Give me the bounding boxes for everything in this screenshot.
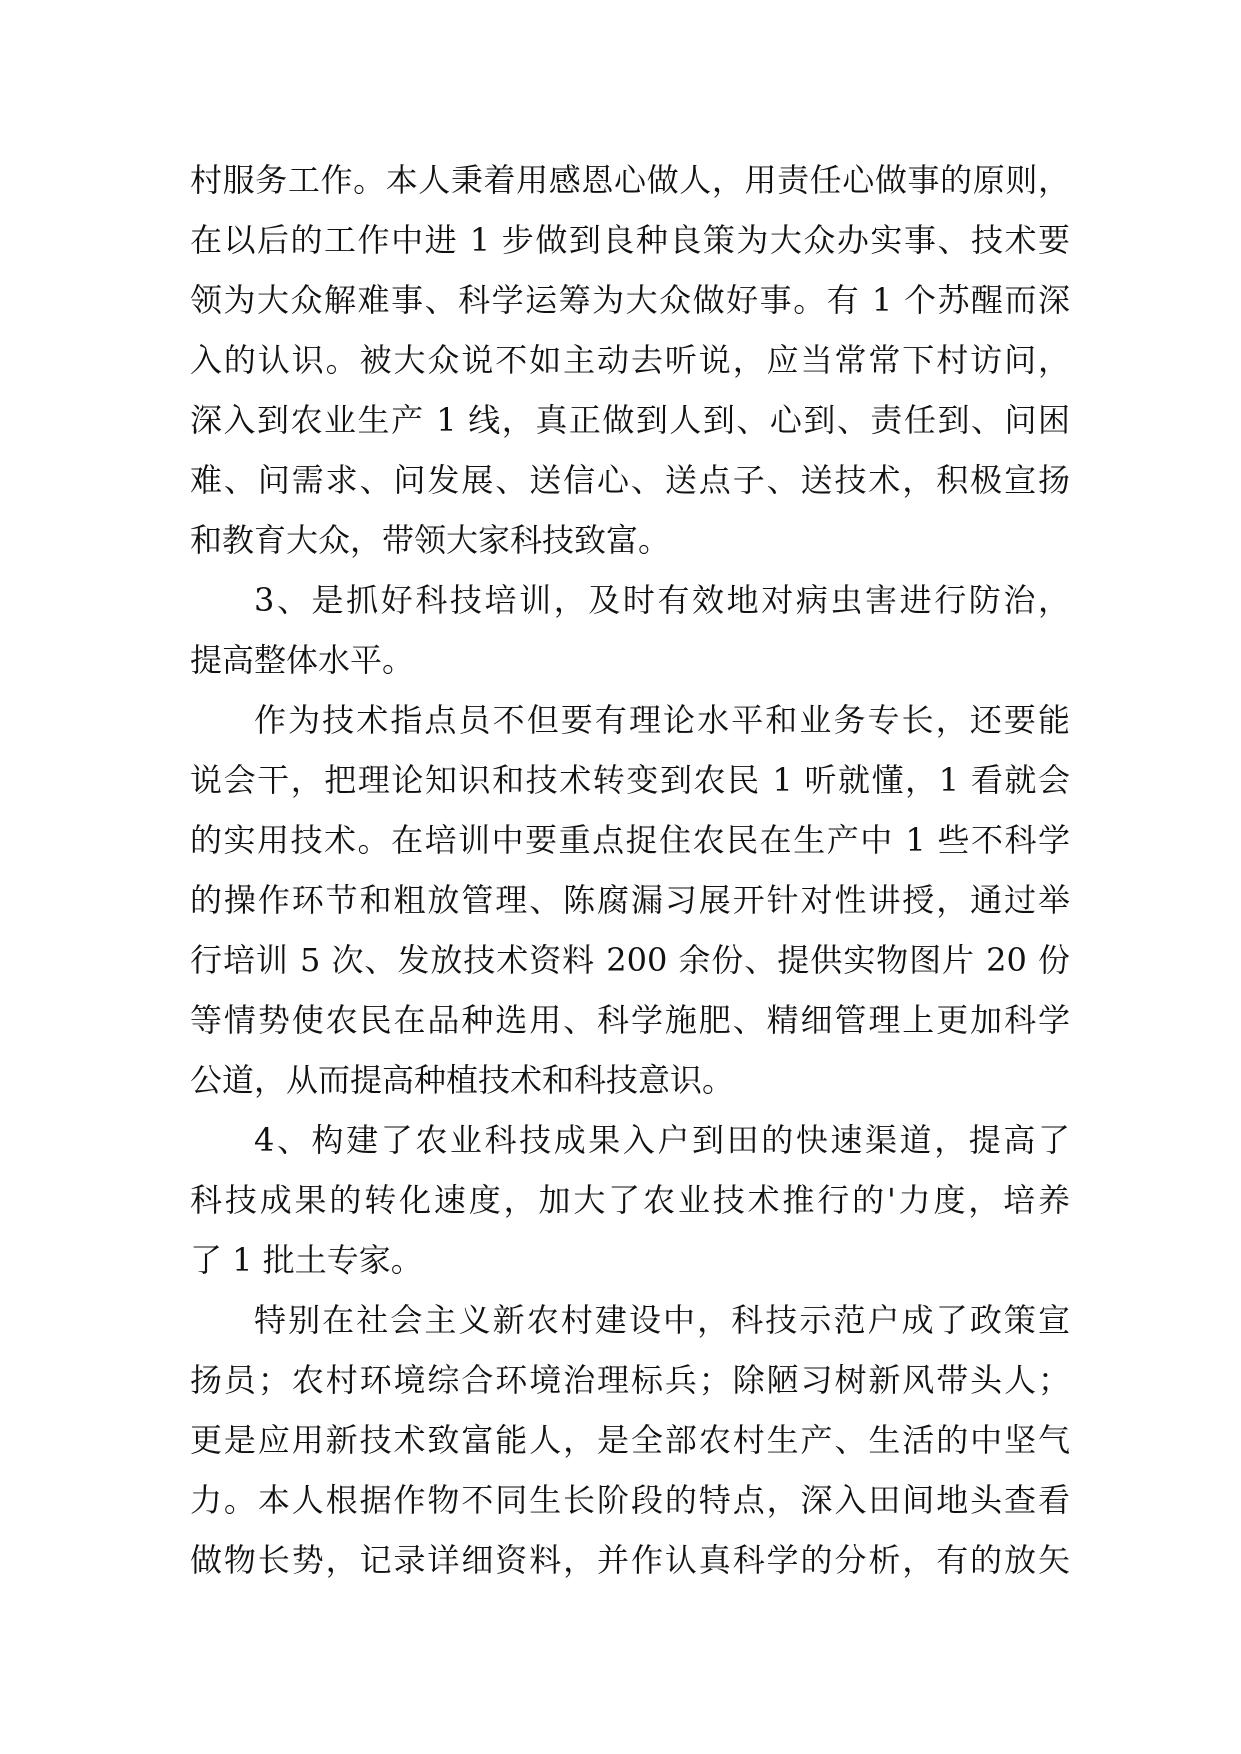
text-line: 的实用技术。在培训中要重点捉住农民在生产中 1 些不科学 [190, 821, 1070, 859]
text-line: 更是应用新技术致富能人，是全部农村生产、生活的中坚气 [190, 1421, 1070, 1459]
text-line: 公道，从而提高种植技术和科技意识。 [190, 1061, 735, 1099]
text-line: 扬员；农村环境综合环境治理标兵；除陋习树新风带头人； [190, 1361, 1070, 1399]
text-line: 等情势使农民在品种选用、科学施肥、精细管理上更加科学 [190, 1001, 1070, 1039]
text-line: 行培训 5 次、发放技术资料 200 余份、提供实物图片 20 份 [190, 941, 1070, 979]
text-line: 入的认识。被大众说不如主动去听说，应当常常下村访问， [190, 341, 1070, 379]
text-line: 科技成果的转化速度，加大了农业技术推行的'力度，培养 [190, 1181, 1070, 1219]
paragraph-first-line: 4、构建了农业科技成果入户到田的快速渠道，提高了 [254, 1121, 1070, 1159]
document-body [190, 150, 1070, 1590]
text-line: 难、问需求、问发展、送信心、送点子、送技术，积极宣扬 [190, 461, 1070, 499]
paragraph-first-line: 3、是抓好科技培训，及时有效地对病虫害进行防治， [254, 581, 1070, 619]
text-line: 的操作环节和粗放管理、陈腐漏习展开针对性讲授，通过举 [190, 881, 1070, 919]
text-line: 村服务工作。本人秉着用感恩心做人，用责任心做事的原则， [190, 161, 1070, 199]
text-line: 说会干，把理论知识和技术转变到农民 1 听就懂，1 看就会 [190, 761, 1070, 799]
text-line: 做物长势，记录详细资料，并作认真科学的分析，有的放矢 [190, 1541, 1070, 1579]
text-line: 提高整体水平。 [190, 641, 415, 679]
paragraph-first-line: 作为技术指点员不但要有理论水平和业务专长，还要能 [254, 701, 1070, 739]
text-line: 力。本人根据作物不同生长阶段的特点，深入田间地头查看 [190, 1481, 1070, 1519]
text-line: 和教育大众，带领大家科技致富。 [190, 521, 671, 559]
text-line: 了 1 批土专家。 [190, 1241, 423, 1279]
paragraph-first-line: 特别在社会主义新农村建设中，科技示范户成了政策宣 [254, 1301, 1070, 1339]
text-line: 深入到农业生产 1 线，真正做到人到、心到、责任到、问困 [190, 401, 1070, 439]
text-line: 领为大众解难事、科学运筹为大众做好事。有 1 个苏醒而深 [190, 281, 1070, 319]
text-line: 在以后的工作中进 1 步做到良种良策为大众办实事、技术要 [190, 221, 1070, 259]
